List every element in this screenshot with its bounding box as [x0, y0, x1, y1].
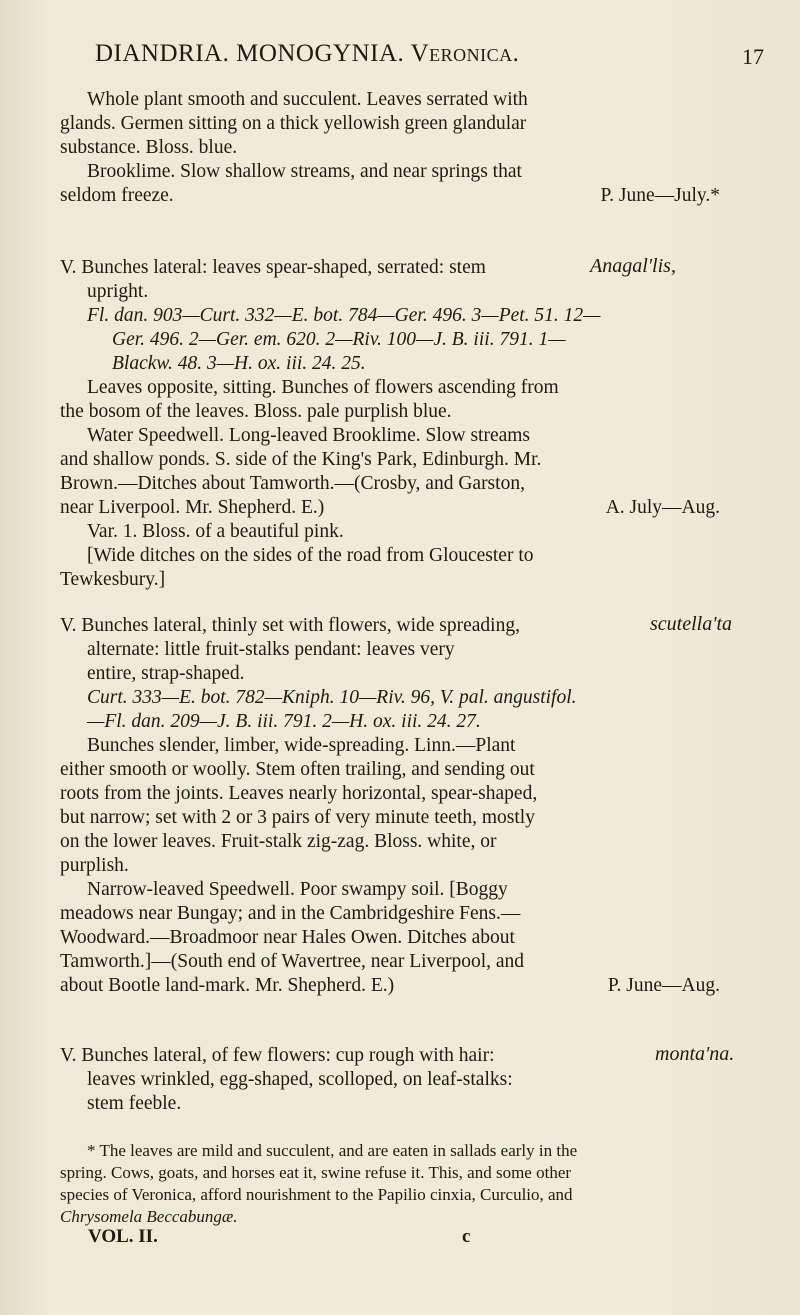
- description-line: meadows near Bungay; and in the Cambridgeshire Fens.—: [60, 903, 521, 924]
- description-line: purplish.: [60, 855, 129, 876]
- diagnosis-line: V. Bunches lateral: leaves spear-shaped, serrated: stem: [60, 257, 486, 278]
- description-line: either smooth or woolly. Stem often trailing, and sending out: [60, 759, 535, 780]
- description-line: Water Speedwell. Long-leaved Brooklime. Slow streams: [87, 425, 531, 446]
- species-name-anagallis: Anagal'lis,: [590, 255, 676, 277]
- entry-anagallis: [60, 256, 760, 592]
- diagnosis-line: stem feeble.: [87, 1093, 182, 1114]
- signature-mark: c: [462, 1226, 471, 1247]
- diagnosis-line: alternate: little fruit-stalks pendant: leaves very: [87, 639, 455, 660]
- flowering-period: A. July—Aug.: [605, 497, 720, 518]
- entry-montana: [60, 1044, 760, 1116]
- species-name-montana: monta'na.: [655, 1043, 735, 1065]
- description-line: [60, 496, 760, 520]
- synonym-line: Blackw. 48. 3—H. ox. iii. 24. 25.: [112, 353, 366, 374]
- description-line: Bunches slender, limber, wide-spreading. Linn.—Plant: [87, 735, 516, 756]
- synonym-line: Ger. 496. 2—Ger. em. 620. 2—Riv. 100—J. B. iii. 791. 1—: [112, 329, 566, 350]
- footnote: [60, 1140, 760, 1228]
- description-line: but narrow; set with 2 or 3 pairs of very minute teeth, mostly: [60, 807, 535, 828]
- description-line: Leaves opposite, sitting. Bunches of flowers ascending from: [87, 377, 559, 398]
- text-line: substance. Bloss. blue.: [60, 137, 238, 158]
- diagnosis-line: V. Bunches lateral, thinly set with flowers, wide spreading,: [60, 615, 520, 636]
- description-line: roots from the joints. Leaves nearly horizontal, spear-shaped,: [60, 783, 538, 804]
- description-line: on the lower leaves. Fruit-stalk zig-zag. Bloss. white, or: [60, 831, 497, 852]
- entry-beccabunga-continued: [60, 88, 760, 208]
- description-line: Woodward.—Broadmoor near Hales Owen. Ditches about: [60, 927, 515, 948]
- flowering-period: P. June—July.*: [600, 185, 720, 206]
- description-line: Narrow-leaved Speedwell. Poor swampy soil. [Boggy: [87, 879, 508, 900]
- text-line: glands. Germen sitting on a thick yellowish green glandular: [60, 113, 527, 134]
- diagnosis-line: leaves wrinkled, egg-shaped, scolloped, on leaf-stalks:: [87, 1069, 513, 1090]
- text-line: Whole plant smooth and succulent. Leaves serrated with: [87, 89, 528, 110]
- description-line: Brown.—Ditches about Tamworth.—(Crosby, and Garston,: [60, 473, 525, 494]
- footnote-line: Chrysomela Beccabungæ.: [60, 1207, 238, 1226]
- volume-signature: VOL. II.: [88, 1226, 158, 1247]
- habitat-text: about Bootle land-mark. Mr. Shepherd. E.): [60, 975, 395, 996]
- text-line: Brooklime. Slow shallow streams, and near springs that: [87, 161, 522, 182]
- text-line: [60, 184, 760, 208]
- habitat-text: near Liverpool. Mr. Shepherd. E.): [60, 497, 325, 518]
- description-line: Tewkesbury.]: [60, 569, 166, 590]
- species-name-scutellata: scutella'ta: [650, 613, 733, 635]
- description-line: [Wide ditches on the sides of the road from Gloucester to: [87, 545, 534, 566]
- description-line: the bosom of the leaves. Bloss. pale purplish blue.: [60, 401, 452, 422]
- description-line: Tamworth.]—(South end of Wavertree, near Liverpool, and: [60, 951, 525, 972]
- synonym-line: —Fl. dan. 209—J. B. iii. 791. 2—H. ox. iii. 24. 27.: [87, 711, 481, 732]
- description-line: and shallow ponds. S. side of the King's Park, Edinburgh. Mr.: [60, 449, 542, 470]
- running-title: DIANDRIA. MONOGYNIA. Veronica.: [95, 40, 520, 67]
- entry-scutellata: [60, 614, 760, 998]
- description-line: [60, 974, 760, 998]
- synonym-line: Fl. dan. 903—Curt. 332—E. bot. 784—Ger. 496. 3—Pet. 51. 12—: [87, 305, 601, 326]
- habitat-text: seldom freeze.: [60, 185, 174, 206]
- footnote-line: species of Veronica, afford nourishment to the Papilio cinxia, Curculio, and: [60, 1185, 573, 1204]
- synonym-line: Curt. 333—E. bot. 782—Kniph. 10—Riv. 96, V. pal. angustifol.: [87, 687, 577, 708]
- running-header: [95, 40, 695, 68]
- diagnosis-line: V. Bunches lateral, of few flowers: cup rough with hair:: [60, 1045, 495, 1066]
- flowering-period: P. June—Aug.: [607, 975, 720, 996]
- footnote-line: spring. Cows, goats, and horses eat it, swine refuse it. This, and some other: [60, 1163, 572, 1182]
- page-number: 17: [742, 44, 764, 69]
- variety-line: Var. 1. Bloss. of a beautiful pink.: [87, 521, 344, 542]
- diagnosis-line: upright.: [87, 281, 149, 302]
- footnote-line: * The leaves are mild and succulent, and are eaten in sallads early in the: [87, 1141, 578, 1160]
- diagnosis-line: entire, strap-shaped.: [87, 663, 245, 684]
